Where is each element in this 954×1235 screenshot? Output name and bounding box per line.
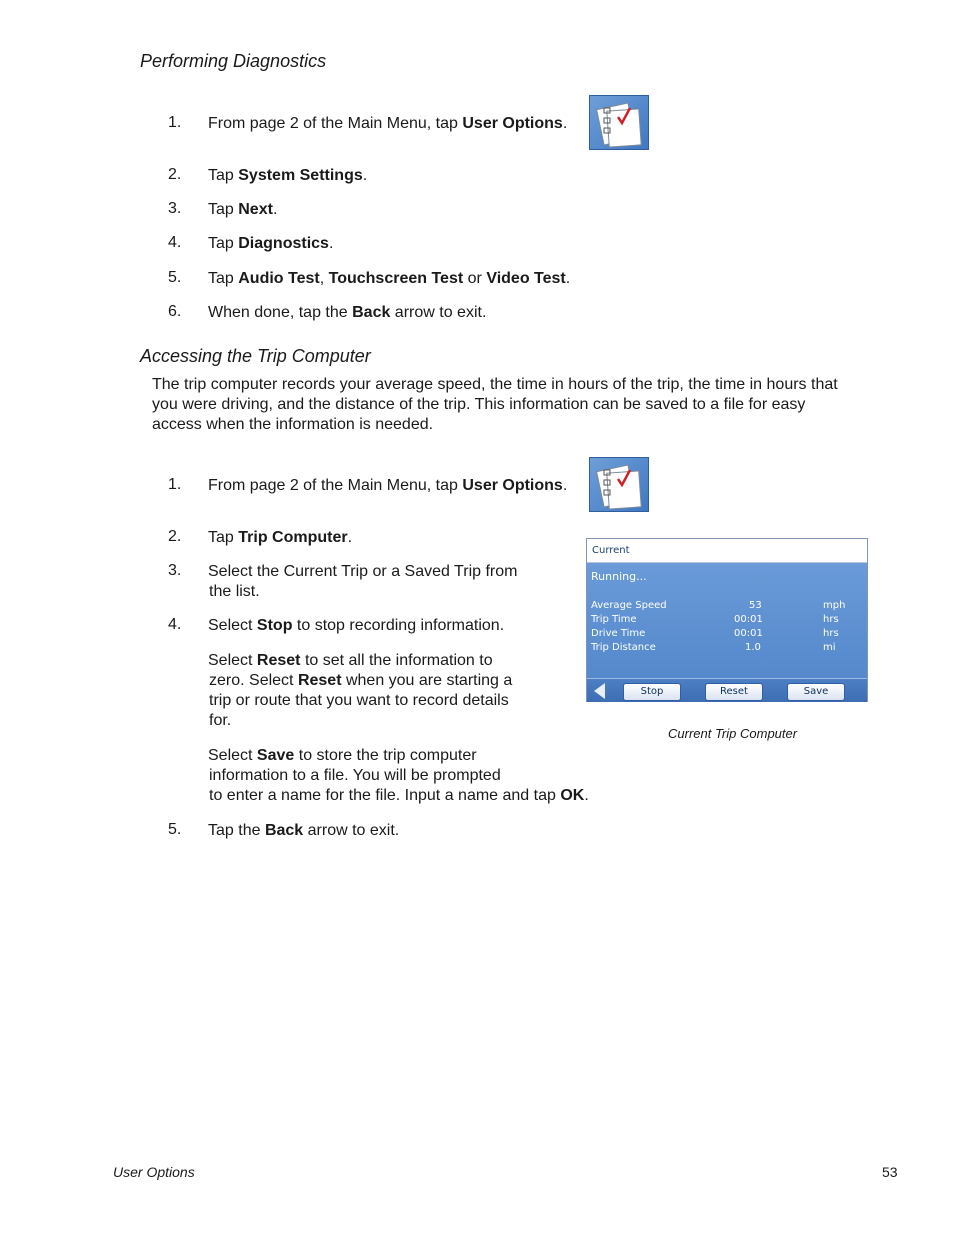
reset-instructions <box>208 651 512 731</box>
row-unit: mi <box>823 642 836 653</box>
reset-line: zero. Select Reset when you are starting a <box>209 672 513 689</box>
trip-computer-screenshot <box>586 538 868 702</box>
step-number: 2. <box>168 528 182 545</box>
figure-caption: Current Trip Computer <box>668 726 798 741</box>
step-text: Tap Next. <box>208 201 278 218</box>
step-text: Tap Trip Computer. <box>208 529 353 546</box>
step-number: 4. <box>168 616 182 633</box>
button-bar <box>587 678 867 702</box>
reset-line: Select Reset to set all the information to <box>208 652 493 669</box>
trip-panel <box>587 563 867 678</box>
step-number: 4. <box>168 234 182 251</box>
step-number: 6. <box>168 303 182 320</box>
step-text: Tap System Settings. <box>208 167 368 184</box>
save-line: information to a file. You will be prompted <box>209 767 501 784</box>
intro-line: you were driving, and the distance of the trip. This information can be saved to a file for easy <box>152 396 806 413</box>
step-text: Tap Audio Test, Touchscreen Test or Video Test. <box>208 270 571 287</box>
step-number: 2. <box>168 166 182 183</box>
step-number: 3. <box>168 562 182 579</box>
intro-line: access when the information is needed. <box>152 416 434 433</box>
save-line: to enter a name for the file. Input a name and tap OK. <box>209 787 589 804</box>
row-unit: mph <box>823 600 846 611</box>
step-number: 5. <box>168 269 182 286</box>
section-heading-diagnostics: Performing Diagnostics <box>140 51 327 71</box>
row-unit: hrs <box>823 614 839 625</box>
step-number: 5. <box>168 821 182 838</box>
user-options-icon <box>589 457 649 512</box>
save-button[interactable]: Save <box>787 683 845 701</box>
footer-chapter: User Options <box>113 1164 195 1180</box>
step-number: 1. <box>168 114 182 131</box>
step-text: Tap the Back arrow to exit. <box>208 822 400 839</box>
row-value: 1.0 <box>745 642 761 653</box>
step-number: 3. <box>168 200 182 217</box>
current-tab[interactable] <box>587 539 867 563</box>
step-number: 1. <box>168 476 182 493</box>
step-text: From page 2 of the Main Menu, tap User Options. <box>208 477 568 494</box>
running-status: Running... <box>591 570 647 583</box>
reset-button[interactable]: Reset <box>705 683 763 701</box>
step-text: Tap Diagnostics. <box>208 235 334 252</box>
step-line: Select the Current Trip or a Saved Trip from <box>208 563 518 580</box>
step-line: the list. <box>209 583 260 600</box>
reset-line: trip or route that you want to record details <box>209 692 509 709</box>
step-text: Select Stop to stop recording information. <box>208 617 505 634</box>
current-tab-label: Current <box>592 545 630 556</box>
back-arrow-icon[interactable] <box>594 683 605 699</box>
save-line: Select Save to store the trip computer <box>208 747 477 764</box>
section-heading-trip-computer: Accessing the Trip Computer <box>140 346 371 366</box>
save-instructions <box>208 746 589 806</box>
trip-computer-intro <box>152 375 838 435</box>
user-options-icon <box>589 95 649 150</box>
row-label: Average Speed <box>591 600 667 611</box>
page-number: 53 <box>882 1164 898 1180</box>
row-label: Drive Time <box>591 628 646 639</box>
reset-line: for. <box>209 712 232 729</box>
row-value: 00:01 <box>734 628 763 639</box>
row-label: Trip Time <box>591 614 637 625</box>
stop-button[interactable]: Stop <box>623 683 681 701</box>
row-label: Trip Distance <box>591 642 656 653</box>
step-text <box>208 562 517 602</box>
row-value: 00:01 <box>734 614 763 625</box>
step-text: From page 2 of the Main Menu, tap User Options. <box>208 115 568 132</box>
row-unit: hrs <box>823 628 839 639</box>
row-value: 53 <box>749 600 762 611</box>
intro-line: The trip computer records your average speed, the time in hours of the trip, the time in hours that <box>152 376 838 393</box>
step-text: When done, tap the Back arrow to exit. <box>208 304 487 321</box>
